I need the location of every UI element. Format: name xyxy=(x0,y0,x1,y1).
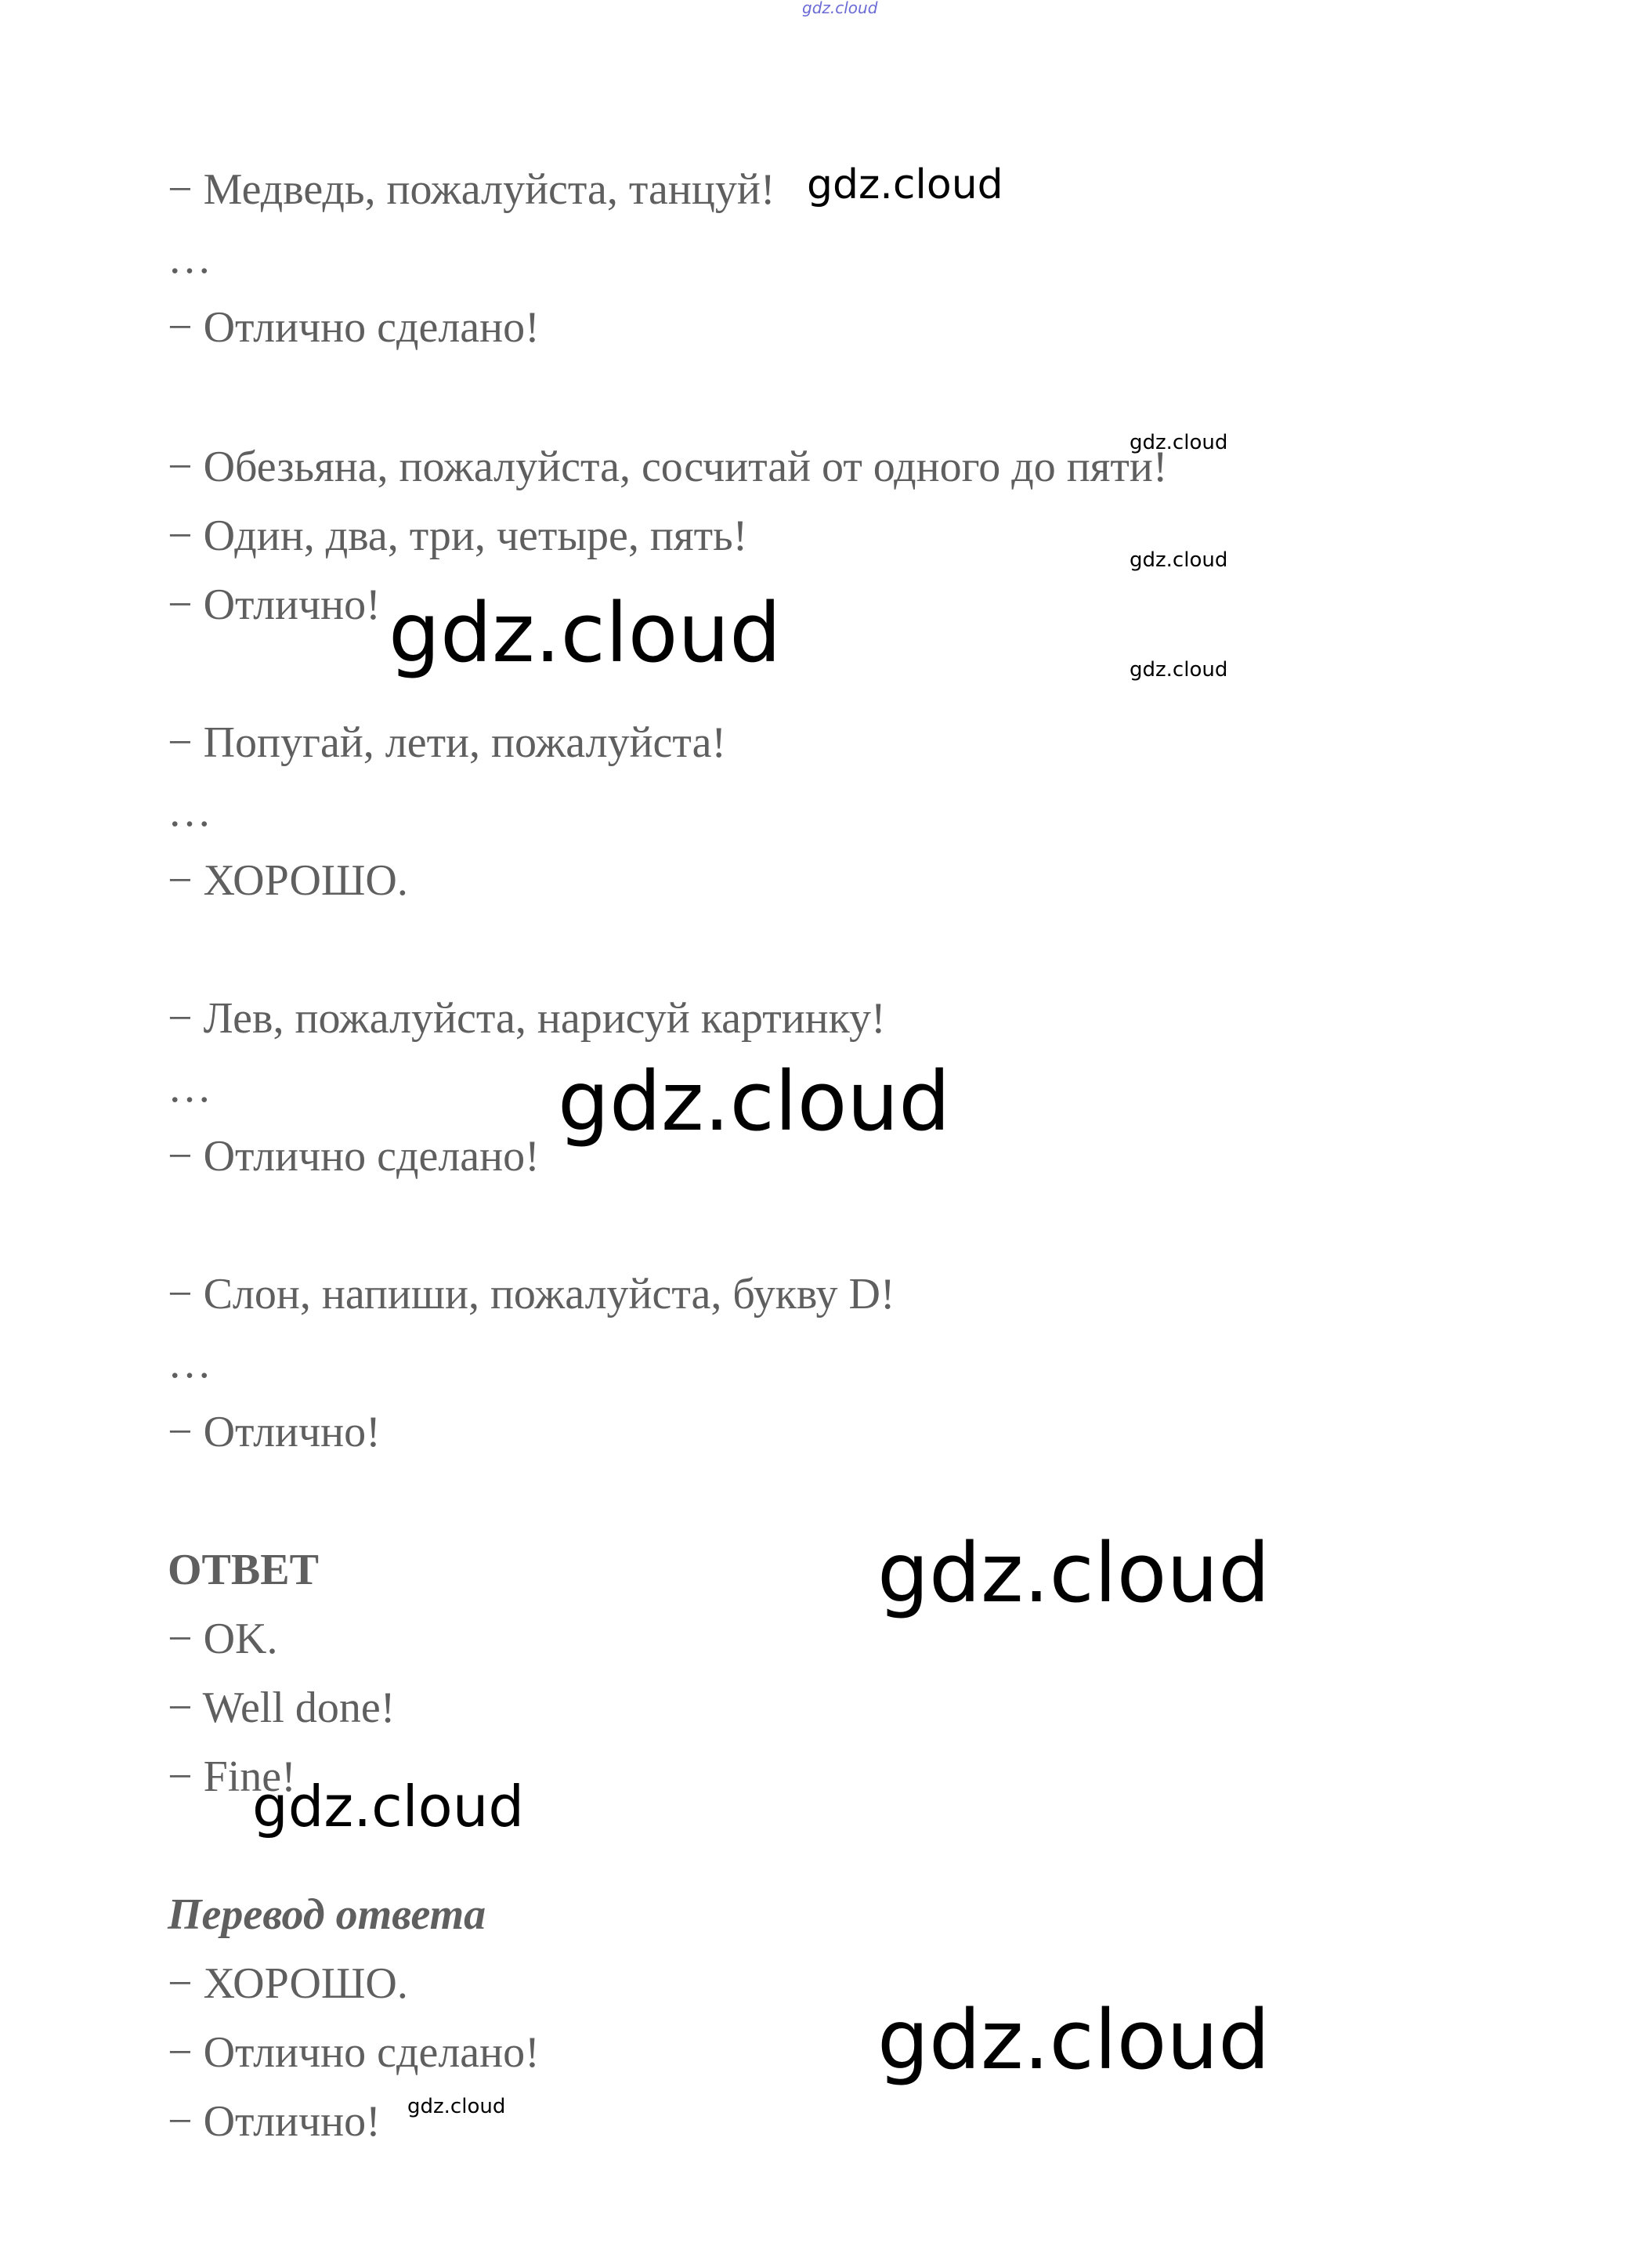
dialogue-line: − Отлично! xyxy=(168,581,381,629)
watermark: gdz.cloud xyxy=(389,585,782,681)
dialogue-line: − Отлично! xyxy=(168,1408,381,1456)
dialogue-line: − Лев, пожалуйста, нарисуй картинку! xyxy=(168,994,886,1043)
dialogue-line: − Отлично сделано! xyxy=(168,1132,540,1181)
dialogue-line: … xyxy=(168,1339,211,1387)
watermark: gdz.cloud xyxy=(807,161,1003,208)
dialogue-line: − Слон, напиши, пожалуйста, букву D! xyxy=(168,1270,895,1318)
watermark: gdz.cloud xyxy=(1130,431,1228,454)
dialogue-line: − Обезьяна, пожалуйста, сосчитай от одного до пяти! xyxy=(168,443,1168,491)
dialogue-line: − Один, два, три, четыре, пять! xyxy=(168,512,748,560)
watermark: gdz.cloud xyxy=(407,2095,506,2118)
translation-line: − ХОРОШО. xyxy=(168,1959,408,2008)
dialogue-line: … xyxy=(168,787,211,836)
watermark: gdz.cloud xyxy=(252,1774,525,1839)
dialogue-line: − Медведь, пожалуйста, танцуй! xyxy=(168,165,775,214)
dialogue-line: − Попугай, лети, пожалуйста! xyxy=(168,718,727,767)
watermark: gdz.cloud xyxy=(802,0,878,17)
watermark: gdz.cloud xyxy=(1130,548,1228,572)
translation-heading: Перевод ответа xyxy=(168,1890,486,1939)
dialogue-line: … xyxy=(168,234,211,283)
dialogue-line: − Отлично сделано! xyxy=(168,303,540,352)
dialogue-line: … xyxy=(168,1063,211,1112)
answer-heading: ОТВЕТ xyxy=(168,1546,319,1594)
watermark: gdz.cloud xyxy=(558,1054,951,1149)
answer-line: − Well done! xyxy=(168,1684,396,1732)
watermark: gdz.cloud xyxy=(877,1525,1271,1621)
watermark: gdz.cloud xyxy=(1130,658,1228,682)
watermark: gdz.cloud xyxy=(877,1992,1271,2088)
translation-line: − Отлично! xyxy=(168,2097,381,2146)
answer-line: − OK. xyxy=(168,1615,278,1663)
dialogue-line: − ХОРОШО. xyxy=(168,856,408,905)
translation-line: − Отлично сделано! xyxy=(168,2028,540,2077)
answer-line: − Fine! xyxy=(168,1752,296,1801)
